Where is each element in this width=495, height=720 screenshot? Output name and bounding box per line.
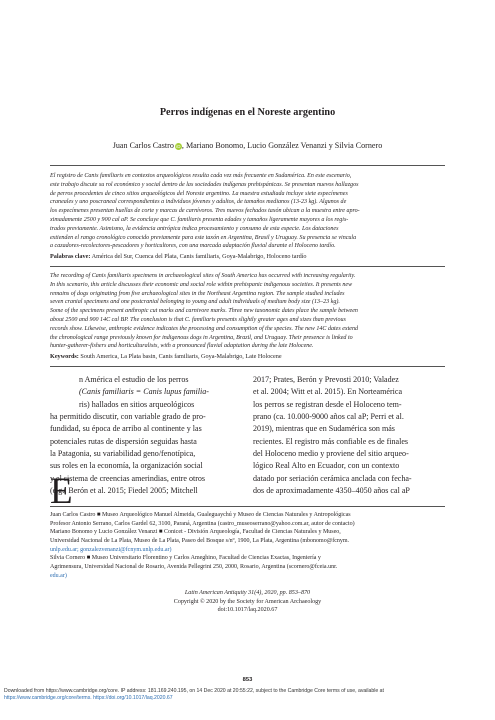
body-line: (Canis familiaris = Canis lupus familia-: [79, 387, 209, 397]
journal-line: Latin American Antiquity 31(4), 2020, pp. 853–870: [184, 590, 311, 596]
keywords-en-label: Keywords:: [50, 353, 79, 360]
affiliation-line: Mariano Bonomo y Lucio González Venanzi ■ Conicet - División Arqueología, Facultad de Ciencias Naturales y Museo,: [50, 529, 341, 536]
divider-bottom: [50, 366, 445, 367]
abstract-en-line: The recording of Canis familiaris specimens in archaeological sites of South America has occurred with increasing regularity.: [50, 273, 356, 279]
abstract-es-line: a cazadores-recolectores-pescadores y horticultores, con una marcada adaptación fluvial durante el Holoceno tardío.: [50, 243, 336, 250]
keywords-spanish: [50, 253, 445, 262]
journal-doi[interactable]: doi:10.1017/laq.2020.67: [217, 607, 278, 614]
author-rest: , Mariano Bonomo, Lucio González Venanzi y Silvia Cornero: [181, 141, 383, 150]
abstract-spanish: [50, 172, 445, 251]
body-line: los perros se registran desde el Holoceno tem-: [253, 399, 402, 409]
affiliations: [50, 511, 445, 580]
body-line: dos de aproximadamente 4350–4050 años cal aP: [253, 486, 410, 496]
abstract-es-line: ximadamente 2500 y 900 cal aP. Se concluye que C. familiaris presenta edades y tamaños ligeramente mayores a los regis-: [50, 216, 349, 223]
body-line: ha permitido discutir, con variable grado de pro-: [50, 412, 206, 422]
download-footer: [4, 688, 384, 702]
affiliation-line[interactable]: Universidad Nacional de La Plata, Museo de La Plata, Paseo del Bosque s/nº, 1900, La Plata, Argentina (mbonomo@fcnym.: [50, 537, 350, 544]
abstract-en-line: Some of the specimens present anthropic cut marks and carnivore marks. Three new taxonomic dates place the sample between: [50, 308, 358, 315]
divider-mid: [50, 266, 445, 267]
affiliation-line: Juan Carlos Castro ■ Museo Arqueológico Manuel Almeida, Gualeguaychú y Museo de Ciencias Naturales y Antropológicas: [50, 512, 351, 518]
body-line: ris) hallados en sitios arqueológicos: [79, 399, 195, 409]
body-line: n América el estudio de los perros: [79, 375, 189, 384]
orcid-icon[interactable]: iD: [176, 144, 181, 149]
divider-top: [50, 165, 445, 166]
body-line: lógico Real Alto en Ecuador, con un contexto: [253, 461, 400, 471]
abstract-es-line: este trabajo discute su rol económico y social dentro de las sociedades indígenas prehispánicas. Se presentan nuevos hallazgos: [50, 181, 359, 188]
body-left-column: [50, 374, 245, 497]
body-line: prano (ca. 10.000-9000 años cal aP; Perri et al.: [253, 412, 404, 422]
affiliation-line[interactable]: Profesor Antonio Serrano, Carlos Gardel 62, 3100, Paraná, Argentina (castro_museoserrano@yahoo.com.ar, autor de contacto): [50, 520, 355, 527]
journal-copyright: Copyright © 2020 by the Society for American Archaeology: [173, 598, 322, 605]
drop-cap: E: [50, 471, 73, 512]
journal-citation: [0, 589, 495, 615]
abstract-en-line: seven cranial specimens and one postcranial belonging to young and adult individuals of medium body size (13–23 kg).: [50, 299, 340, 306]
abstract-en-line: about 2500 and 900 14C cal BP. The conclusion is that C. familiaris presents slightly greater ages and sizes than previous: [50, 316, 346, 323]
body-line: et al. 2004; Witt et al. 2015). En Norteamérica: [253, 387, 403, 397]
keywords-es-text: América del Sur, Cuenca del Plata, Canis familiaris, Goya-Malabrigo, Holoceno tardío: [91, 253, 307, 260]
author-first[interactable]: Juan Carlos Castro: [112, 141, 174, 150]
keywords-en-text: South America, La Plata basin, Canis familiaris, Goya-Malabrigo, Late Holocene: [80, 353, 282, 360]
abstract-en-line: remains of dogs originating from five archaeological sites in the Northeast Argentina region. The sample studied includes: [50, 290, 345, 297]
article-title: Perros indígenas en el Noreste argentino: [159, 107, 336, 118]
footer-line-2[interactable]: https://www.cambridge.org/core/terms. https://doi.org/10.1017/laq.2020.67: [4, 695, 173, 702]
body-line: 2019), mientras que en Sudamérica son más: [253, 424, 395, 434]
abstract-en-line: records show. Likewise, anthropic evidence indicates the processing and consumption of the species. The new 14C dates extend: [50, 325, 358, 332]
body-line: recientes. El registro más confiable es de finales: [253, 436, 409, 446]
body-line: potenciales rutas de dispersión seguidas hasta: [50, 436, 197, 446]
abstract-es-line: extienden el rango cronológico conocido previamente para este taxón en Argentina, Brasil y Uruguay. Su presencia se vincula: [50, 234, 357, 241]
divider-affiliations: [50, 506, 445, 507]
body-right-column: [253, 374, 445, 497]
affiliation-line[interactable]: Agrimensura, Universidad Nacional de Rosario, Avenida Pellegrini 250, 2000, Rosario, Argentina (scornero@fceia.unr.: [50, 563, 338, 570]
abstract-english: [50, 272, 445, 351]
body-line: (e.g., Berón et al. 2015; Fiedel 2005; Mitchell: [50, 486, 198, 496]
abstract-en-line: hunter-gatherer-fishers and horticulturalists, with a pronounced fluvial adaptation during the late Holocene.: [50, 343, 314, 350]
body-line: datado por seriación cerámica anclada con fecha-: [253, 473, 412, 483]
author-list: [0, 141, 495, 150]
abstract-en-line: the chronological range previously known for indigenous dogs in Argentina, Brazil, and Uruguay. Their presence is linked to: [50, 334, 353, 341]
body-line: fundidad, su época de arribo al continente y las: [50, 424, 202, 434]
abstract-es-line: los especímenes presentan huellas de corte y marcas de carnívoros. Tres nuevos fechados taxón ubican a la muestra entre apro-: [50, 208, 360, 215]
abstract-en-line: In this scenario, this article discusses their economic and social role within prehispanic indigenous societies. It presents new: [50, 281, 353, 288]
body-line: 2017; Prates, Berón y Prevosti 2010; Valadez: [253, 375, 399, 384]
footer-line-1[interactable]: Downloaded from https://www.cambridge.org/core. IP address: 181.169.240.195, on 14 Dec 2020 at 20:55:22, subject to the Cambridge Core terms of use, available at: [4, 688, 384, 694]
affiliation-line: Silvia Cornero ■ Museo Universitario Florentino y Carlos Ameghino, Facultad de Ciencias Exactas, Ingeniería y: [50, 555, 321, 562]
keywords-english: [50, 353, 445, 362]
affiliation-line[interactable]: unlp.edu.ar; gonzalezvenanzi@fcnym.unlp.edu.ar): [50, 546, 172, 553]
abstract-es-line: El registro de Canis familiaris en contextos arqueológicos resulta cada vez más frecuente en Sudamérica. En este escenario,: [50, 173, 352, 179]
abstract-es-line: craneales y uno poscraneal correspondientes a individuos jóvenes y adultos, de tamaños medianos (13-23 kg). Algunos de: [50, 199, 347, 206]
keywords-es-label: Palabras clave:: [50, 253, 91, 260]
abstract-es-line: de perros procedentes de cinco sitios arqueológicos del Noreste argentino. La muestra estudiada incluye siete especímenes: [50, 190, 348, 197]
affiliation-line[interactable]: edu.ar): [50, 572, 67, 579]
body-line: del Holoceno medio y proviene del sitio arqueo-: [253, 449, 409, 459]
page-number: 853: [242, 677, 253, 683]
body-line: y el sistema de creencias amerindias, entre otros: [50, 473, 206, 483]
body-line: la Patagonia, su variabilidad geno/fenotípica,: [50, 449, 196, 459]
abstract-es-line: trados previamente. Asimismo, la evidencia antrópica indica procesamiento y consumo de esta especie. Los dataciones: [50, 225, 339, 232]
body-line: sus roles en la economía, la organización social: [50, 461, 203, 471]
